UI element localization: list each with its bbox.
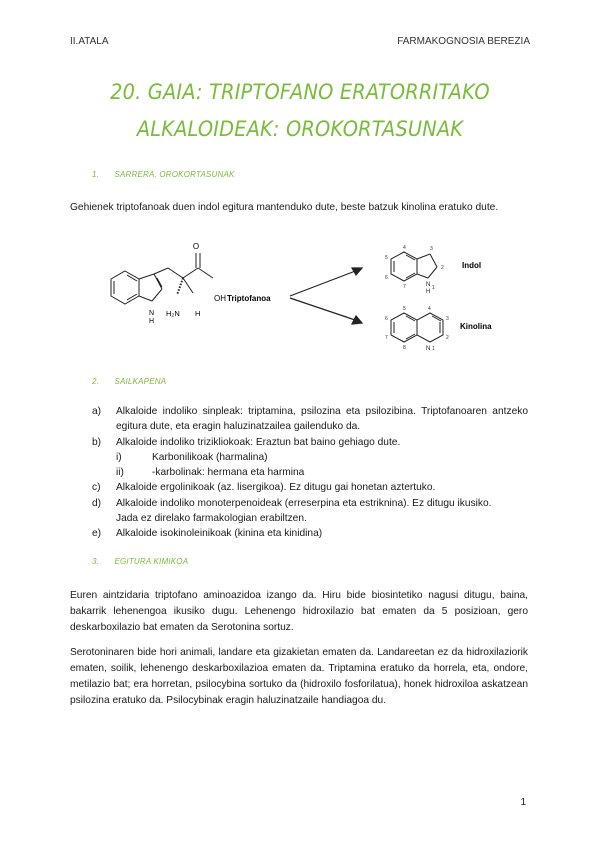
atom-nitrogen: N xyxy=(149,310,155,317)
tryptophan-molecule xyxy=(111,253,213,304)
list-marker: a) xyxy=(92,406,102,417)
indol-position: 2 xyxy=(441,265,444,271)
section-heading-1 xyxy=(92,170,235,179)
label-triptofanoa: Triptofanoa xyxy=(227,294,271,303)
list-text: Alkaloide ergolinikoak (az. lisergikoa). Ez ditugu gai honetan aztertuko. xyxy=(116,482,436,494)
list-marker: ii) xyxy=(116,467,124,479)
kinolina-position: 8 xyxy=(403,345,406,351)
classification-list xyxy=(92,404,528,542)
list-text: Alkaloide isokinoleinikoak (kinina eta kinidina) xyxy=(116,528,323,540)
reaction-arrows xyxy=(290,268,362,324)
kinolina-position: 6 xyxy=(385,316,388,322)
indol-position: 5 xyxy=(385,255,388,261)
indol-position: 6 xyxy=(385,275,388,281)
list-text: Karbonilikoak (harmalina) xyxy=(152,451,268,463)
section-number: 2. xyxy=(92,377,100,386)
list-text: Alkaloide indoliko monoterpenoideak (erreserpina eta estriknina). Ez ditugu ikusiko. xyxy=(116,497,492,509)
list-text: Alkaloide indoliko trizikliokoak: Eraztun bat baino gehiago dute. xyxy=(116,436,401,448)
title-line-1: 20. GAIA: TRIPTOFANO ERATORRITAKO xyxy=(110,80,490,105)
list-item xyxy=(92,496,528,511)
list-text: Jada ez direlako farmakologian erabiltzen. xyxy=(116,513,307,525)
list-marker: d) xyxy=(92,497,102,509)
list-subitem xyxy=(92,450,528,465)
list-marker: e) xyxy=(92,528,102,540)
chemical-structures-figure xyxy=(0,238,600,358)
indol-position: 3 xyxy=(430,246,433,252)
indol-molecule xyxy=(391,252,437,281)
kinolina-position: 2 xyxy=(446,335,449,341)
list-marker: i) xyxy=(116,451,122,463)
label-indol: Indol xyxy=(462,261,482,270)
body-paragraph-2: Serotoninaren bide hori animali, landare eta gizakietan ematen da. Landareetan ez da hidroxilaziorik ematen, soilik, lehenengo deskarboxilazioa ematen da. Triptamina eratuko da horrela, eta, ondore, metilazio bat; era horretan, psilocybina sortuko da (hidroxilo fosforilatua), honek hidroxiloa askatzean psilozina eratuko da. Psilocybinak eragin haluzinatzaile handiagoa du. xyxy=(70,647,528,706)
intro-paragraph: Gehienek triptofanoak duen indol egitura mantenduko dute, beste batzuk kinolina eratuko dute. xyxy=(70,202,499,213)
kinolina-molecule xyxy=(391,313,443,342)
label-kinolina: Kinolina xyxy=(460,322,492,331)
indol-nh: H xyxy=(426,289,431,295)
section-number: 3. xyxy=(92,557,100,566)
list-item xyxy=(92,480,528,495)
atom-hydroxyl: OH xyxy=(214,294,226,303)
list-text: -karbolinak: hermana eta harmina xyxy=(152,467,305,479)
page-header xyxy=(70,36,530,50)
list-text: Alkaloide indoliko sinpleak: triptamina, psilozina eta psilozibina. Triptofanoaren antzeko egitura dute, eta eragin haluzinatzailea gailenduko da. xyxy=(116,406,528,433)
section-title: SARRERA. OROKORTASUNAK xyxy=(114,170,235,179)
header-left: II.ATALA xyxy=(70,36,109,47)
indol-position: 1 xyxy=(432,285,435,291)
header-right: FARMAKOGNOSIA BEREZIA xyxy=(397,36,530,47)
title-line-2: ALKALOIDEAK: OROKORTASUNAK xyxy=(136,117,464,142)
list-marker: c) xyxy=(92,482,101,494)
section-title: SAILKAPENA xyxy=(114,377,167,386)
list-subitem xyxy=(92,465,528,480)
body-paragraph-1: Euren aintzidaria triptofano aminoazidoa izango da. Hiru bide biosintetiko nagusi ditugu, baina, bakarrik lehenengoa ikusiko dugu. Lehenengo hidroxilazio bat ematen da 5 posizioan, gero deskarboxilazio bat ematen da Serotonina sortuz. xyxy=(70,590,528,633)
kinolina-position: 4 xyxy=(428,306,431,312)
list-item xyxy=(92,526,528,541)
list-marker: b) xyxy=(92,436,102,448)
section-heading-3 xyxy=(92,557,188,566)
list-item xyxy=(92,404,528,435)
atom-nitrogen-h: H xyxy=(149,318,155,325)
section-title: EGITURA KIMIKOA xyxy=(114,557,189,566)
list-item-continuation xyxy=(92,511,528,526)
section-heading-2 xyxy=(92,377,166,386)
kinolina-position: 5 xyxy=(403,306,406,312)
list-item xyxy=(92,435,528,450)
page-title xyxy=(84,74,516,148)
kinolina-position: 7 xyxy=(385,335,388,341)
section-number: 1. xyxy=(92,170,100,179)
atom-hydrogen: H xyxy=(195,309,201,318)
kinolina-position: 1 xyxy=(432,346,435,352)
indol-n: N xyxy=(426,282,431,288)
kinolina-n: N xyxy=(426,346,431,352)
atom-oxygen: O xyxy=(192,242,200,251)
page-number: 1 xyxy=(520,797,526,808)
atom-amine: H₂N xyxy=(166,309,180,318)
kinolina-position: 3 xyxy=(446,316,449,322)
indol-position: 4 xyxy=(403,245,406,251)
indol-position: 7 xyxy=(403,284,406,290)
